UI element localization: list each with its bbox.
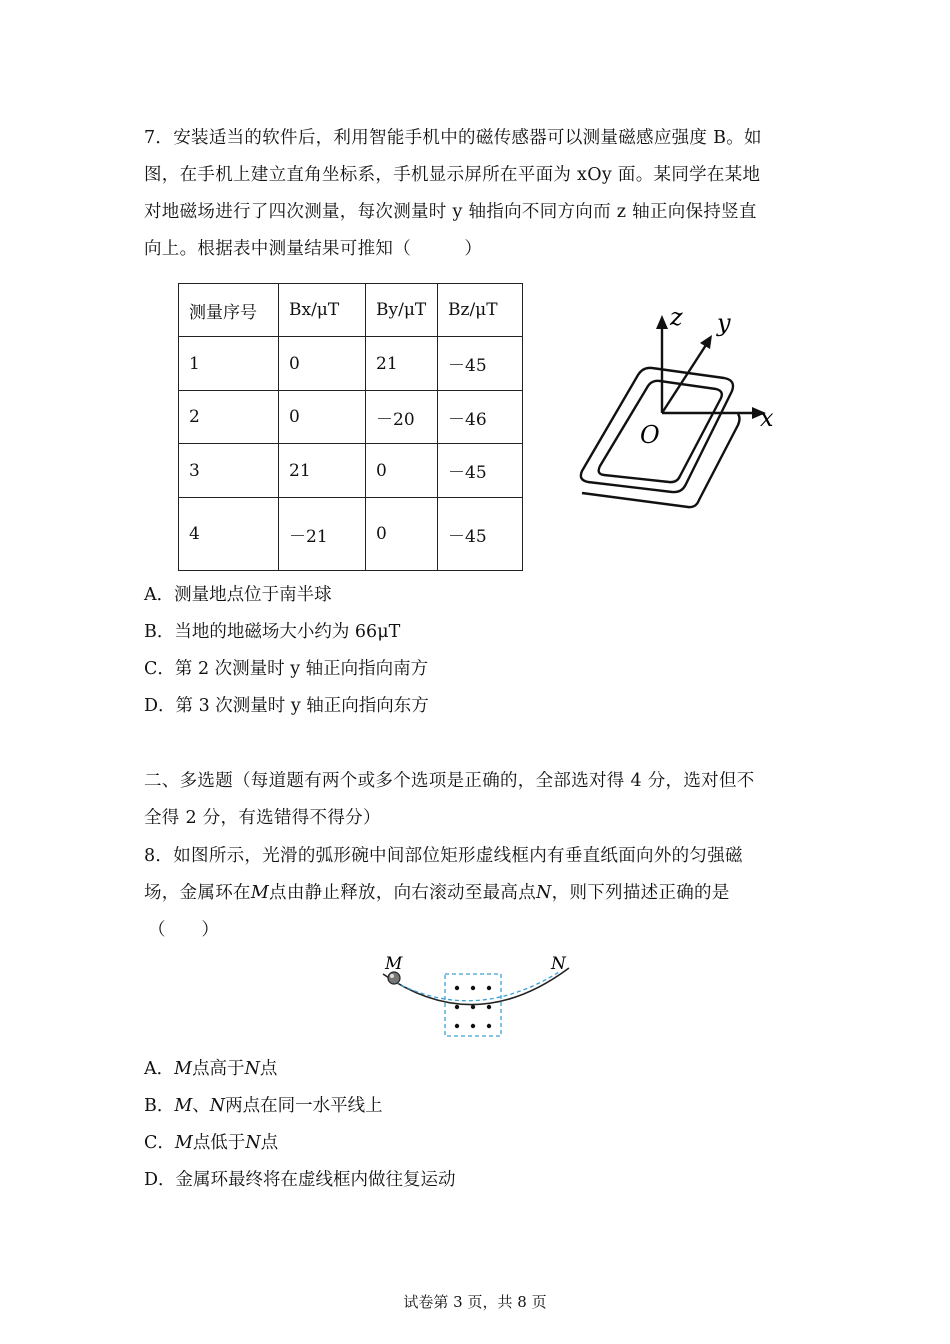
z-axis-arrowhead: [656, 315, 668, 329]
q8-answer-blank: （ ）: [148, 920, 220, 940]
origin-label: O: [640, 421, 660, 449]
phone-body-edge: [582, 414, 740, 507]
point-m-ref: M: [174, 1059, 193, 1079]
option-text: 、: [192, 1096, 210, 1116]
table-row: [179, 444, 523, 498]
table-row: [179, 391, 523, 444]
table-header-cell: 测量序号: [179, 284, 279, 337]
q8-option-b: [144, 1092, 383, 1117]
table-cell: 21: [366, 337, 438, 391]
table-cell: －21: [279, 498, 366, 571]
field-dot: [471, 986, 475, 990]
q7-stem-line-1: 7．安装适当的软件后，利用智能手机中的磁传感器可以测量磁感应强度 B。如: [144, 128, 762, 148]
q8-stem-line-2: [144, 879, 730, 904]
q8-stem-text: 场，金属环在: [144, 883, 251, 903]
point-m-ref: M: [250, 883, 270, 903]
q8-stem-text: ，则下列描述正确的是: [551, 883, 730, 903]
table-header-cell: By/μT: [366, 284, 438, 337]
table-cell: －45: [438, 444, 523, 498]
x-axis-label: x: [760, 404, 774, 432]
option-prefix: A．: [144, 1059, 175, 1079]
q8-option-d: D．金属环最终将在虚线框内做往复运动: [144, 1170, 456, 1190]
field-dot: [487, 986, 491, 990]
q8-stem-text: 点由静止释放，向右滚动至最高点: [269, 883, 537, 903]
q7-stem-line-3: 对地磁场进行了四次测量，每次测量时 y 轴指向不同方向而 z 轴正向保持竖直: [144, 202, 757, 222]
bowl-magnetic-field-figure: [375, 952, 585, 1042]
table-row: [179, 498, 523, 571]
z-axis-label: z: [670, 303, 683, 331]
field-dot: [455, 986, 459, 990]
q7-option-a: A．测量地点位于南半球: [144, 585, 332, 605]
section2-heading-line-1: 二、多选题（每道题有两个或多个选项是正确的，全部选对得 4 分，选对但不: [144, 771, 755, 791]
q7-option-b: B．当地的地磁场大小约为 66μT: [144, 622, 401, 642]
point-m-label: M: [385, 954, 403, 974]
table-cell: 2: [179, 391, 279, 444]
field-dot: [487, 1024, 491, 1028]
option-text: 点: [260, 1133, 279, 1153]
point-n-ref: N: [245, 1133, 261, 1153]
field-dots: [455, 986, 491, 1028]
option-text: 点: [259, 1059, 278, 1079]
q8-option-a: [144, 1055, 277, 1080]
section2-heading-line-2: 全得 2 分，有选错得不得分）: [144, 808, 381, 828]
field-dot: [455, 1005, 459, 1009]
table-cell: 0: [366, 498, 438, 571]
q7-stem-line-2: 图，在手机上建立直角坐标系，手机显示屏所在平面为 xOy 面。某同学在某地: [144, 165, 761, 185]
table-cell: 4: [179, 498, 279, 571]
q8-option-c: [144, 1129, 278, 1154]
point-n-ref: N: [536, 883, 552, 903]
field-dot: [471, 1024, 475, 1028]
q7-option-d: D．第 3 次测量时 y 轴正向指向东方: [144, 696, 429, 716]
q8-stem-line-1: 8．如图所示，光滑的弧形碗中间部位矩形虚线框内有垂直纸面向外的匀强磁: [144, 846, 743, 866]
table-header-cell: Bx/μT: [279, 284, 366, 337]
point-n-label: N: [551, 954, 566, 974]
phone-screen: [599, 381, 722, 482]
table-cell: －45: [438, 498, 523, 571]
option-text: 点高于: [192, 1059, 245, 1079]
table-cell: －46: [438, 391, 523, 444]
option-text: 两点在同一水平线上: [225, 1096, 383, 1116]
point-m-ref: M: [174, 1096, 193, 1116]
table-cell: 3: [179, 444, 279, 498]
point-n-ref: N: [244, 1059, 260, 1079]
table-cell: －45: [438, 337, 523, 391]
table-cell: 0: [366, 444, 438, 498]
field-dot: [487, 1005, 491, 1009]
table-cell: 0: [279, 391, 366, 444]
y-axis: [662, 345, 706, 413]
table-cell: 0: [279, 337, 366, 391]
table-cell: 1: [179, 337, 279, 391]
measurement-table: [178, 283, 523, 571]
field-dot: [455, 1024, 459, 1028]
field-dot: [471, 1005, 475, 1009]
table-header-cell: Bz/μT: [438, 284, 523, 337]
page-footer: 试卷第 3 页，共 8 页: [403, 1293, 547, 1311]
table-cell: 21: [279, 444, 366, 498]
q7-option-c: C．第 2 次测量时 y 轴正向指向南方: [144, 659, 429, 679]
table-cell: －20: [366, 391, 438, 444]
option-text: 点低于: [192, 1133, 246, 1153]
metal-ring-highlight: [390, 974, 394, 978]
option-prefix: C．: [144, 1133, 175, 1153]
y-axis-label: y: [717, 309, 731, 337]
table-row: [179, 337, 523, 391]
ring-path-arc: [395, 972, 559, 1001]
phone-axes-figure: [570, 295, 800, 515]
option-prefix: B．: [144, 1096, 175, 1116]
q7-stem-line-4: 向上。根据表中测量结果可推知（ ）: [144, 239, 483, 259]
point-m-ref: M: [174, 1133, 193, 1153]
table-header-row: [179, 284, 523, 337]
point-n-ref: N: [209, 1096, 226, 1116]
